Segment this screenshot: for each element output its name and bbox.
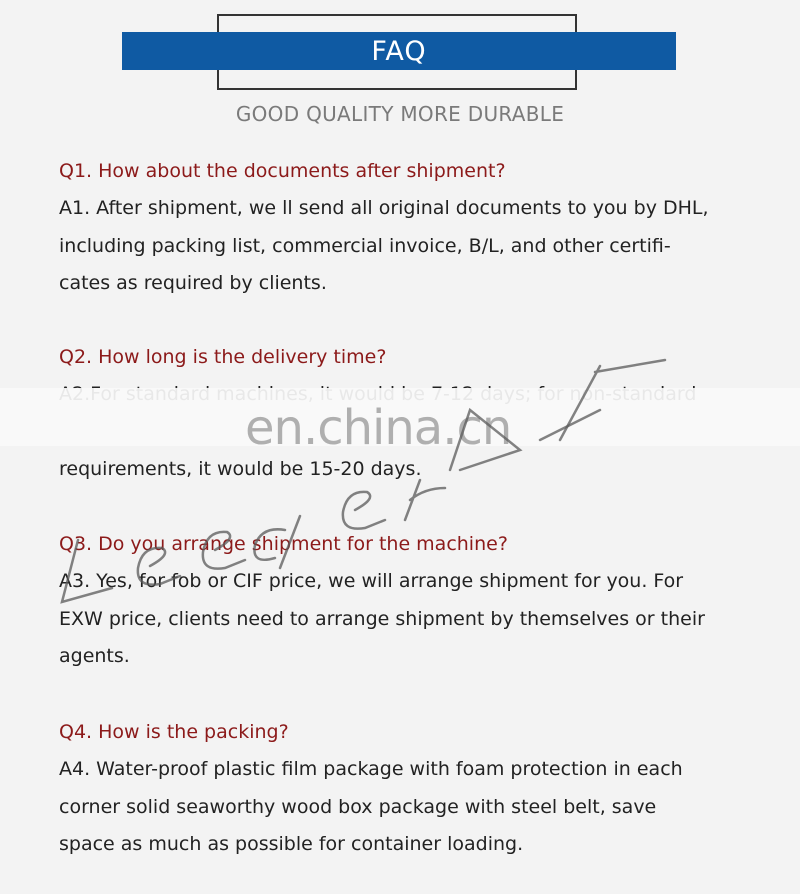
answer-line: A3. Yes, for fob or CIF price, we will arrange shipment for you. For — [59, 570, 684, 592]
faq-question: Q1. How about the documents after shipment? — [59, 160, 506, 182]
title-frame-top — [217, 14, 577, 32]
faq-answer — [59, 190, 759, 303]
faq-item-4 — [59, 714, 759, 864]
answer-line: EXW price, clients need to arrange shipment by themselves or their — [59, 607, 705, 630]
faq-answer — [59, 751, 759, 864]
watermark-site-text: en.china.cn — [245, 400, 512, 456]
answer-line: cates as required by clients. — [59, 272, 327, 294]
faq-question: Q2. How long is the delivery time? — [59, 346, 387, 368]
title-frame-bottom — [217, 70, 577, 90]
answer-line: agents. — [59, 645, 130, 667]
faq-item-1 — [59, 153, 759, 303]
answer-line: A1. After shipment, we ll send all original documents to you by DHL, — [59, 197, 709, 219]
answer-line: requirements, it would be 15-20 days. — [59, 457, 422, 480]
leeder-watermark-logo — [0, 340, 800, 620]
answer-line: A4. Water-proof plastic film package with foam protection in each — [59, 758, 683, 780]
answer-line: space as much as possible for container loading. — [59, 833, 524, 855]
answer-line: including packing list, commercial invoice, B/L, and other certifi- — [59, 234, 671, 257]
answer-line: corner solid seaworthy wood box package with steel belt, save — [59, 795, 657, 818]
faq-question: Q4. How is the packing? — [59, 721, 289, 743]
faq-question: Q3. Do you arrange shipment for the machine? — [59, 533, 508, 555]
page-title: FAQ — [371, 35, 427, 67]
faq-title-banner — [122, 32, 676, 70]
tagline: GOOD QUALITY MORE DURABLE — [235, 102, 565, 126]
